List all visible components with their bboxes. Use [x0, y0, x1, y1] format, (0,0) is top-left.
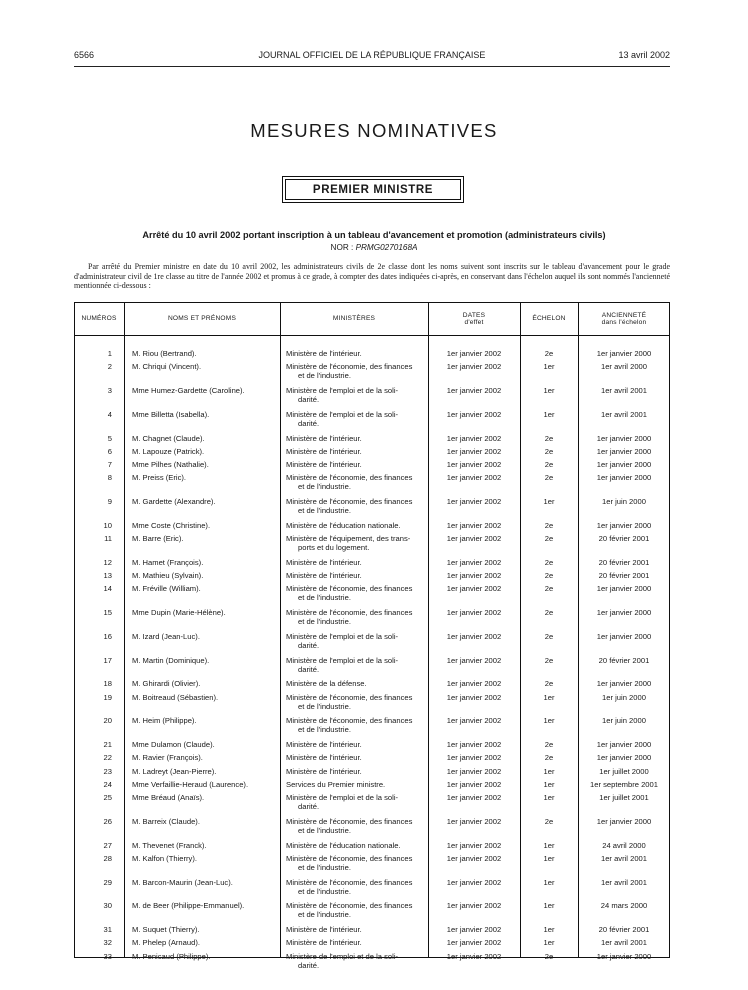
row-date-effet: 1er janvier 2002 — [446, 534, 502, 543]
row-name: M. Gardette (Alexandre). — [132, 497, 216, 506]
row-name: Mme Dulamon (Claude). — [132, 740, 215, 750]
row-number: 23 — [103, 766, 112, 776]
row-date-effet: 1er janvier 2002 — [446, 571, 502, 580]
row-ministere: Ministère de l'économie, des finances et de l'industrie. — [286, 901, 413, 920]
row-date-effet: 1er janvier 2002 — [446, 520, 502, 530]
row-number: 20 — [103, 716, 112, 726]
row-ministere: Ministère de l'intérieur. — [286, 460, 362, 469]
row-number: 10 — [103, 520, 112, 530]
header-anciennete: ANCIENNETÉ dans l'échelon — [601, 311, 647, 326]
row-echelon: 1er — [543, 793, 555, 802]
row-echelon: 1er — [543, 840, 555, 850]
row-anciennete: 1er janvier 2000 — [596, 816, 652, 826]
row-number: 6 — [107, 446, 112, 456]
row-number: 15 — [103, 608, 112, 617]
row-anciennete: 1er avril 2001 — [600, 853, 647, 863]
row-ministere: Ministère de l'intérieur. — [286, 925, 362, 935]
row-name: M. Izard (Jean-Luc). — [132, 631, 200, 641]
row-number: 14 — [103, 584, 112, 594]
row-number: 3 — [107, 386, 112, 395]
row-date-effet: 1er janvier 2002 — [446, 853, 502, 863]
row-anciennete: 20 février 2001 — [598, 925, 650, 935]
row-name: Mme Billetta (Isabella). — [132, 409, 210, 419]
ministry-box — [282, 176, 464, 203]
row-ministere: Ministère de l'emploi et de la soli- darité. — [286, 386, 399, 404]
row-number: 33 — [103, 951, 112, 961]
row-number: 16 — [103, 631, 112, 641]
intro-paragraph: Par arrêté du Premier ministre en date du 10 avril 2002, les administrateurs civils de 2e classe dont les noms suivent sont inscrits sur le tableau d'avancement pour le grade d'administrateur civil de 1re classe au titre de l'année 2002 et promus à ce grade, à compter des dates indiquées ci-après, en conservant dans l'échelon auquel ils sont nommés l'ancienneté mentionnée ci-dessous : — [74, 262, 670, 291]
arrete-title: Arrêté du 10 avril 2002 portant inscription à un tableau d'avancement et promotion (administrateurs civils) — [142, 230, 606, 240]
row-date-effet: 1er janvier 2002 — [446, 816, 502, 826]
row-name: M. Barreix (Claude). — [132, 816, 200, 826]
row-anciennete: 1er avril 2001 — [600, 409, 647, 419]
row-anciennete: 1er avril 2001 — [600, 938, 647, 948]
row-date-effet: 1er janvier 2002 — [446, 925, 502, 935]
row-echelon: 2e — [544, 520, 554, 530]
row-name: M. Chagnet (Claude). — [132, 433, 205, 443]
row-number: 5 — [107, 433, 112, 443]
row-date-effet: 1er janvier 2002 — [446, 766, 502, 776]
row-ministere: Ministère de l'intérieur. — [286, 446, 362, 456]
row-name: M. Fréville (William). — [132, 584, 201, 594]
row-ministere: Services du Premier ministre. — [286, 779, 386, 789]
row-anciennete: 1er avril 2000 — [600, 362, 647, 372]
row-anciennete: 1er janvier 2000 — [596, 460, 652, 469]
row-name: Mme Bréaud (Anaïs). — [132, 793, 205, 802]
ministry-label: PREMIER MINISTRE — [285, 179, 461, 200]
row-anciennete: 1er janvier 2000 — [596, 446, 652, 456]
row-number: 28 — [103, 853, 112, 863]
row-number: 24 — [103, 779, 112, 789]
row-date-effet: 1er janvier 2002 — [446, 631, 502, 641]
row-ministere: Ministère de l'emploi et de la soli- darité. — [286, 951, 399, 970]
row-ministere: Ministère de l'économie, des finances et de l'industrie. — [286, 473, 413, 492]
journal-name: JOURNAL OFFICIEL DE LA RÉPUBLIQUE FRANÇAISE — [258, 50, 486, 60]
row-name: Mme Humez-Gardette (Caroline). — [132, 386, 245, 395]
row-date-effet: 1er janvier 2002 — [446, 362, 502, 372]
row-name: M. Hamet (François). — [132, 557, 204, 567]
header-dates: DATES d'effet — [462, 311, 486, 326]
row-name: M. Barcon-Maurin (Jean-Luc). — [132, 877, 233, 887]
row-echelon: 2e — [544, 631, 554, 641]
row-echelon: 1er — [543, 877, 555, 887]
row-date-effet: 1er janvier 2002 — [446, 877, 502, 887]
row-number: 13 — [103, 571, 112, 580]
row-ministere: Ministère de l'emploi et de la soli- darité. — [286, 655, 399, 674]
nor-value: PRMG0270168A — [355, 243, 418, 252]
column-divider — [280, 302, 281, 958]
row-echelon: 2e — [544, 460, 554, 469]
row-echelon: 2e — [544, 951, 554, 961]
row-anciennete: 1er juin 2000 — [602, 497, 646, 506]
row-number: 1 — [107, 349, 112, 358]
nor-label: NOR : — [330, 243, 354, 252]
row-echelon: 2e — [544, 679, 554, 689]
row-number: 30 — [103, 901, 112, 911]
row-ministere: Ministère de l'intérieur. — [286, 766, 362, 776]
row-anciennete: 1er janvier 2000 — [596, 753, 652, 763]
row-ministere: Ministère de l'intérieur. — [286, 557, 362, 567]
row-name: M. Thevenet (Franck). — [132, 840, 207, 850]
header-rule — [74, 66, 670, 67]
row-name: M. Boitreaud (Sébastien). — [132, 692, 219, 702]
row-echelon: 2e — [544, 740, 554, 750]
row-date-effet: 1er janvier 2002 — [446, 740, 502, 750]
running-header — [74, 50, 670, 64]
row-name: Mme Pilhes (Nathalie). — [132, 460, 209, 469]
row-anciennete: 1er juillet 2001 — [599, 793, 649, 802]
row-name: M. Phelep (Arnaud). — [132, 938, 200, 948]
row-date-effet: 1er janvier 2002 — [446, 409, 502, 419]
row-ministere: Ministère de l'intérieur. — [286, 753, 362, 763]
row-anciennete: 24 avril 2000 — [602, 840, 646, 850]
row-echelon: 2e — [544, 816, 554, 826]
row-date-effet: 1er janvier 2002 — [446, 433, 502, 443]
row-name: M. Lapouze (Patrick). — [132, 446, 205, 456]
row-ministere: Ministère de l'économie, des finances et de l'industrie. — [286, 816, 413, 835]
row-anciennete: 1er janvier 2000 — [596, 520, 652, 530]
row-echelon: 1er — [543, 766, 555, 776]
row-ministere: Ministère de l'intérieur. — [286, 740, 362, 750]
row-ministere: Ministère de l'économie, des finances et de l'industrie. — [286, 497, 413, 515]
row-ministere: Ministère de l'économie, des finances et de l'industrie. — [286, 608, 413, 626]
row-number: 18 — [103, 679, 112, 689]
row-anciennete: 20 février 2001 — [598, 655, 650, 665]
row-ministere: Ministère de l'économie, des finances et de l'industrie. — [286, 877, 413, 896]
row-echelon: 1er — [543, 497, 555, 506]
row-echelon: 2e — [544, 473, 554, 483]
row-echelon: 2e — [544, 753, 554, 763]
row-date-effet: 1er janvier 2002 — [446, 901, 502, 911]
row-number: 31 — [103, 925, 112, 935]
row-name: M. Penicaud (Philippe). — [132, 951, 211, 961]
row-anciennete: 1er janvier 2000 — [596, 631, 652, 641]
row-date-effet: 1er janvier 2002 — [446, 679, 502, 689]
row-name: M. Mathieu (Sylvain). — [132, 571, 204, 580]
row-number: 9 — [107, 497, 112, 506]
section-title: MESURES NOMINATIVES — [250, 120, 498, 141]
row-number: 17 — [103, 655, 112, 665]
header-numeros: NUMÉROS — [81, 315, 117, 323]
row-number: 7 — [107, 460, 112, 469]
row-date-effet: 1er janvier 2002 — [446, 716, 502, 726]
row-anciennete: 1er septembre 2001 — [590, 779, 658, 789]
row-ministere: Ministère de l'emploi et de la soli- darité. — [286, 409, 399, 428]
row-name: M. Suquet (Thierry). — [132, 925, 200, 935]
row-ministere: Ministère de l'économie, des finances et de l'industrie. — [286, 692, 413, 711]
row-date-effet: 1er janvier 2002 — [446, 557, 502, 567]
row-number: 4 — [107, 409, 112, 419]
nor-reference — [0, 243, 748, 252]
row-anciennete: 20 février 2001 — [598, 534, 650, 543]
row-echelon: 1er — [543, 386, 555, 395]
row-echelon: 2e — [544, 557, 554, 567]
page-number: 6566 — [74, 50, 95, 60]
row-number: 12 — [103, 557, 112, 567]
row-echelon: 2e — [544, 584, 554, 594]
row-anciennete: 1er janvier 2000 — [596, 433, 652, 443]
row-name: M. Ravier (François). — [132, 753, 203, 763]
row-anciennete: 20 février 2001 — [598, 571, 650, 580]
row-number: 19 — [103, 692, 112, 702]
row-echelon: 2e — [544, 433, 554, 443]
row-date-effet: 1er janvier 2002 — [446, 497, 502, 506]
row-anciennete: 20 février 2001 — [598, 557, 650, 567]
row-anciennete: 1er juin 2000 — [602, 716, 646, 726]
row-echelon: 1er — [543, 409, 555, 419]
row-anciennete: 1er janvier 2000 — [596, 679, 652, 689]
row-name: Mme Dupin (Marie-Hélène). — [132, 608, 226, 617]
row-ministere: Ministère de l'intérieur. — [286, 433, 362, 443]
row-ministere: Ministère de la défense. — [286, 679, 367, 689]
row-anciennete: 1er janvier 2000 — [596, 584, 652, 594]
row-date-effet: 1er janvier 2002 — [446, 386, 502, 395]
issue-date: 13 avril 2002 — [618, 50, 670, 60]
row-ministere: Ministère de l'équipement, des trans- ports et du logement. — [286, 534, 411, 552]
row-name: M. Heim (Philippe). — [132, 716, 197, 726]
row-echelon: 2e — [544, 534, 554, 543]
row-name: M. Ghirardi (Olivier). — [132, 679, 201, 689]
row-ministere: Ministère de l'éducation nationale. — [286, 840, 401, 850]
row-name: M. Preiss (Eric). — [132, 473, 186, 483]
row-date-effet: 1er janvier 2002 — [446, 584, 502, 594]
row-name: M. de Beer (Philippe-Emmanuel). — [132, 901, 245, 911]
row-ministere: Ministère de l'emploi et de la soli- darité. — [286, 793, 399, 811]
row-name: M. Kalfon (Thierry). — [132, 853, 197, 863]
row-echelon: 1er — [543, 853, 555, 863]
header-noms: NOMS ET PRÉNOMS — [167, 315, 237, 323]
row-date-effet: 1er janvier 2002 — [446, 793, 502, 802]
row-echelon: 2e — [544, 446, 554, 456]
row-date-effet: 1er janvier 2002 — [446, 349, 502, 358]
row-ministere: Ministère de l'économie, des finances et de l'industrie. — [286, 853, 413, 872]
row-echelon: 2e — [544, 655, 554, 665]
row-anciennete: 1er avril 2001 — [600, 877, 647, 887]
row-anciennete: 1er juillet 2000 — [599, 766, 649, 776]
row-date-effet: 1er janvier 2002 — [446, 460, 502, 469]
row-ministere: Ministère de l'emploi et de la soli- darité. — [286, 631, 399, 650]
row-number: 22 — [103, 753, 112, 763]
row-echelon: 2e — [544, 349, 554, 358]
row-number: 27 — [103, 840, 112, 850]
row-ministere: Ministère de l'économie, des finances et de l'industrie. — [286, 584, 413, 603]
row-ministere: Ministère de l'intérieur. — [286, 571, 362, 580]
row-number: 25 — [103, 793, 112, 802]
row-echelon: 1er — [543, 362, 555, 372]
row-anciennete: 1er janvier 2000 — [596, 740, 652, 750]
row-echelon: 1er — [543, 938, 555, 948]
row-echelon: 1er — [543, 779, 555, 789]
row-name: M. Martin (Dominique). — [132, 655, 210, 665]
row-ministere: Ministère de l'économie, des finances et de l'industrie. — [286, 362, 413, 381]
row-ministere: Ministère de l'économie, des finances et de l'industrie. — [286, 716, 413, 735]
row-anciennete: 24 mars 2000 — [600, 901, 648, 911]
row-date-effet: 1er janvier 2002 — [446, 951, 502, 961]
row-name: Mme Coste (Christine). — [132, 520, 211, 530]
header-ministeres: MINISTÈRES — [332, 315, 376, 323]
row-anciennete: 1er janvier 2000 — [596, 951, 652, 961]
row-number: 21 — [103, 740, 112, 750]
row-number: 29 — [103, 877, 112, 887]
row-anciennete: 1er janvier 2000 — [596, 608, 652, 617]
row-number: 11 — [104, 534, 112, 543]
row-date-effet: 1er janvier 2002 — [446, 655, 502, 665]
row-number: 26 — [103, 816, 112, 826]
row-date-effet: 1er janvier 2002 — [446, 608, 502, 617]
row-echelon: 1er — [543, 716, 555, 726]
row-number: 2 — [107, 362, 112, 372]
row-number: 8 — [107, 473, 112, 483]
row-name: M. Riou (Bertrand). — [132, 349, 197, 358]
row-echelon: 1er — [543, 901, 555, 911]
row-echelon: 1er — [543, 692, 555, 702]
row-echelon: 2e — [544, 571, 554, 580]
row-date-effet: 1er janvier 2002 — [446, 938, 502, 948]
row-anciennete: 1er janvier 2000 — [596, 473, 652, 483]
row-date-effet: 1er janvier 2002 — [446, 692, 502, 702]
row-date-effet: 1er janvier 2002 — [446, 779, 502, 789]
row-date-effet: 1er janvier 2002 — [446, 840, 502, 850]
row-date-effet: 1er janvier 2002 — [446, 446, 502, 456]
row-ministere: Ministère de l'intérieur. — [286, 938, 362, 948]
header-echelon: ÉCHELON — [532, 315, 566, 323]
row-echelon: 2e — [544, 608, 554, 617]
row-name: M. Barre (Eric). — [132, 534, 184, 543]
row-echelon: 1er — [543, 925, 555, 935]
row-anciennete: 1er avril 2001 — [600, 386, 647, 395]
row-anciennete: 1er janvier 2000 — [596, 349, 652, 358]
row-ministere: Ministère de l'intérieur. — [286, 349, 362, 358]
row-name: M. Chriqui (Vincent). — [132, 362, 202, 372]
column-divider — [124, 302, 125, 958]
row-name: M. Ladreyt (Jean-Pierre). — [132, 766, 217, 776]
row-ministere: Ministère de l'éducation nationale. — [286, 520, 401, 530]
row-date-effet: 1er janvier 2002 — [446, 473, 502, 483]
row-number: 32 — [103, 938, 112, 948]
row-anciennete: 1er juin 2000 — [602, 692, 646, 702]
row-date-effet: 1er janvier 2002 — [446, 753, 502, 763]
row-name: Mme Verfaillie-Heraud (Laurence). — [132, 779, 249, 789]
